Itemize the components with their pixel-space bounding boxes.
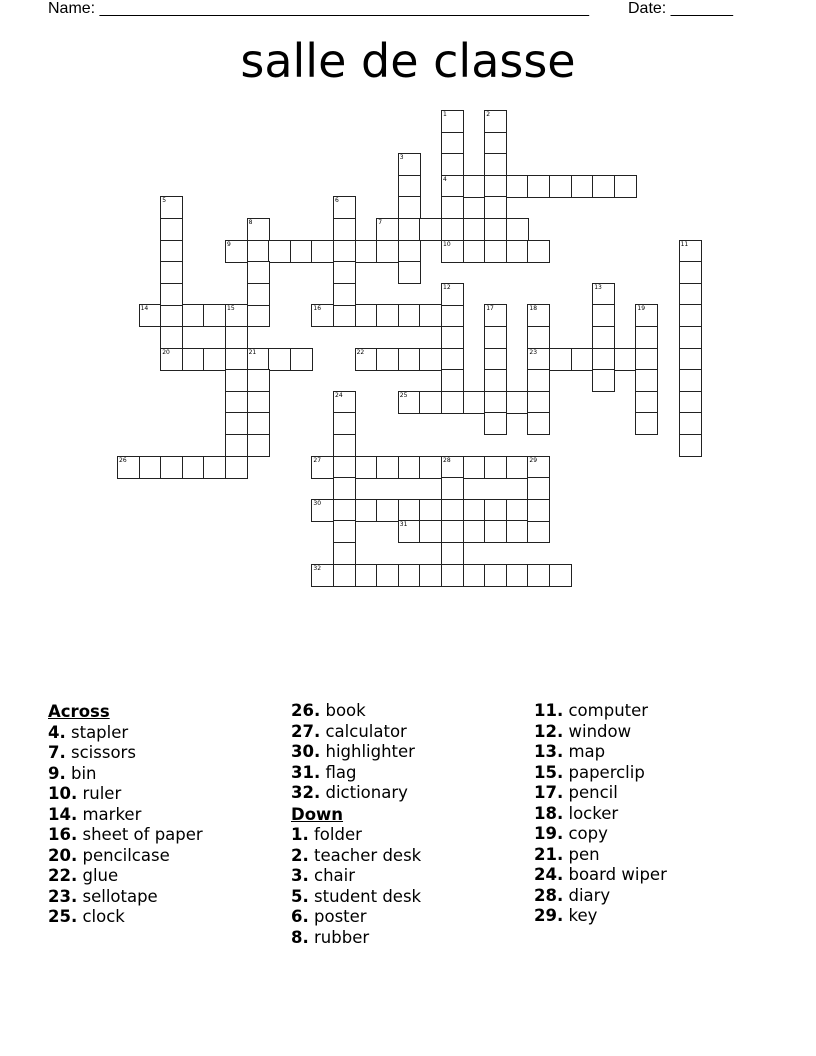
grid-cell[interactable] xyxy=(376,240,399,263)
grid-cell[interactable] xyxy=(355,348,378,371)
grid-cell[interactable] xyxy=(441,304,464,327)
clue-number: 14 xyxy=(140,305,149,313)
grid-cell[interactable] xyxy=(333,240,356,263)
clue-number: 17 xyxy=(486,305,494,313)
clue-across-4: 4. stapler xyxy=(48,722,129,742)
grid-cell[interactable] xyxy=(614,175,637,198)
clue-number: 22 xyxy=(356,348,365,356)
clue-down-6: 6. poster xyxy=(291,907,367,926)
clue-down-5: 5. student desk xyxy=(291,886,422,906)
clue-across-16: 16. sheet of paper xyxy=(48,825,203,844)
grid-cell[interactable] xyxy=(247,434,270,457)
clue-down-3: 3. chair xyxy=(291,866,356,885)
clue-across-10: 10. ruler xyxy=(48,784,122,803)
grid-cell[interactable] xyxy=(355,304,378,327)
clue-column-2 xyxy=(291,701,421,948)
grid-cell[interactable] xyxy=(160,348,183,371)
grid-cell[interactable] xyxy=(333,283,356,306)
grid-cell[interactable] xyxy=(441,499,464,522)
grid-cell[interactable] xyxy=(225,304,248,327)
grid-cell[interactable] xyxy=(484,132,507,155)
clue-number: 28 xyxy=(443,456,451,464)
clue-down-12: 12. window xyxy=(534,721,632,741)
grid-cell[interactable] xyxy=(139,304,162,327)
grid-cell[interactable] xyxy=(419,304,442,327)
grid-cell[interactable] xyxy=(484,304,507,327)
grid-cell[interactable] xyxy=(527,499,550,522)
grid-cell[interactable] xyxy=(419,348,442,371)
grid-cell[interactable] xyxy=(484,218,507,241)
grid-cell[interactable] xyxy=(203,348,226,371)
grid-cell[interactable] xyxy=(398,196,421,219)
grid-cell[interactable] xyxy=(679,283,702,306)
grid-cell[interactable] xyxy=(484,240,507,263)
grid-cell[interactable] xyxy=(419,520,442,543)
clue-down-19: 19. copy xyxy=(534,824,608,843)
grid-cell[interactable] xyxy=(484,520,507,543)
grid-cell[interactable] xyxy=(527,564,550,587)
grid-cell[interactable] xyxy=(225,369,248,392)
clue-across-23: 23. sellotape xyxy=(48,886,158,906)
clue-number: 29 xyxy=(529,456,538,464)
grid-cell[interactable] xyxy=(571,175,594,198)
clue-number: 20 xyxy=(162,348,170,356)
grid-cell[interactable] xyxy=(333,391,356,414)
grid-cell[interactable] xyxy=(527,326,550,349)
grid-cell[interactable] xyxy=(398,348,421,371)
grid-cell[interactable] xyxy=(139,456,162,479)
clue-down-18: 18. locker xyxy=(534,803,619,823)
grid-cell[interactable] xyxy=(160,218,183,241)
clue-down-2: 2. teacher desk xyxy=(291,845,422,865)
grid-cell[interactable] xyxy=(333,520,356,543)
grid-cell[interactable] xyxy=(549,348,572,371)
grid-cell[interactable] xyxy=(635,391,658,414)
grid-cell[interactable] xyxy=(484,175,507,198)
grid-cell[interactable] xyxy=(463,499,486,522)
grid-cell[interactable] xyxy=(376,499,399,522)
grid-cell[interactable] xyxy=(225,326,248,349)
grid-cell[interactable] xyxy=(311,456,334,479)
clue-number: 12 xyxy=(443,283,451,291)
clue-number: 9 xyxy=(227,240,231,248)
grid-cell[interactable] xyxy=(398,304,421,327)
clue-across-31: 31. flag xyxy=(291,762,357,782)
grid-cell[interactable] xyxy=(635,326,658,349)
grid-cell[interactable] xyxy=(592,326,615,349)
grid-cell[interactable] xyxy=(225,434,248,457)
grid-cell[interactable] xyxy=(614,348,637,371)
clue-number: 23 xyxy=(529,348,538,356)
grid-cell[interactable] xyxy=(419,564,442,587)
grid-cell[interactable] xyxy=(441,542,464,565)
grid-cell[interactable] xyxy=(333,477,356,500)
grid-cell[interactable] xyxy=(484,110,507,133)
grid-cell[interactable] xyxy=(419,456,442,479)
grid-cell[interactable] xyxy=(506,175,529,198)
grid-cell[interactable] xyxy=(311,564,334,587)
grid-cell[interactable] xyxy=(376,218,399,241)
page-title: salle de classe xyxy=(240,34,576,88)
grid-cell[interactable] xyxy=(333,456,356,479)
grid-cell[interactable] xyxy=(355,499,378,522)
clue-number: 21 xyxy=(248,348,257,356)
clue-down-28: 28. diary xyxy=(534,885,611,905)
grid-cell[interactable] xyxy=(441,110,464,133)
grid-cell[interactable] xyxy=(376,348,399,371)
clue-number: 24 xyxy=(335,391,343,399)
clue-number: 31 xyxy=(399,521,408,529)
grid-cell[interactable] xyxy=(527,175,550,198)
grid-cell[interactable] xyxy=(247,304,270,327)
grid-cell[interactable] xyxy=(484,412,507,435)
grid-cell[interactable] xyxy=(527,304,550,327)
grid-cell[interactable] xyxy=(527,520,550,543)
grid-cell[interactable] xyxy=(247,283,270,306)
clue-number: 8 xyxy=(248,219,253,226)
clue-down-15: 15. paperclip xyxy=(534,762,645,782)
grid-cell[interactable] xyxy=(398,499,421,522)
grid-cell[interactable] xyxy=(527,348,550,371)
grid-cell[interactable] xyxy=(225,391,248,414)
grid-cell[interactable] xyxy=(441,520,464,543)
grid-cell[interactable] xyxy=(679,348,702,371)
grid-cell[interactable] xyxy=(355,564,378,587)
grid-cell[interactable] xyxy=(247,412,270,435)
grid-cell[interactable] xyxy=(441,132,464,155)
grid-cell[interactable] xyxy=(592,369,615,392)
grid-cell[interactable] xyxy=(117,456,140,479)
grid-cell[interactable] xyxy=(484,153,507,176)
grid-cell[interactable] xyxy=(203,456,226,479)
grid-cell[interactable] xyxy=(441,153,464,176)
grid-cell[interactable] xyxy=(506,456,529,479)
grid-cell[interactable] xyxy=(398,261,421,284)
grid-cell[interactable] xyxy=(441,456,464,479)
grid-cell[interactable] xyxy=(484,348,507,371)
grid-cell[interactable] xyxy=(527,240,550,263)
clue-number: 5 xyxy=(162,197,167,205)
grid-cell[interactable] xyxy=(247,240,270,263)
grid-cell[interactable] xyxy=(203,304,226,327)
grid-cell[interactable] xyxy=(160,261,183,284)
grid-cell[interactable] xyxy=(506,218,529,241)
clue-number: 10 xyxy=(443,240,451,248)
grid-cell[interactable] xyxy=(484,326,507,349)
grid-cell[interactable] xyxy=(268,240,291,263)
grid-cell[interactable] xyxy=(398,564,421,587)
clue-number: 32 xyxy=(313,564,322,572)
grid-cell[interactable] xyxy=(441,283,464,306)
grid-cell[interactable] xyxy=(333,261,356,284)
grid-cell[interactable] xyxy=(333,499,356,522)
grid-cell[interactable] xyxy=(679,412,702,435)
clue-across-30: 30. highlighter xyxy=(291,742,415,761)
grid-cell[interactable] xyxy=(398,456,421,479)
clue-number: 3 xyxy=(399,154,404,162)
grid-cell[interactable] xyxy=(441,564,464,587)
grid-cell[interactable] xyxy=(225,456,248,479)
clue-column-3 xyxy=(534,701,667,927)
grid-cell[interactable] xyxy=(333,218,356,241)
grid-cell[interactable] xyxy=(419,218,442,241)
grid-cell[interactable] xyxy=(484,456,507,479)
grid-cell[interactable] xyxy=(419,499,442,522)
grid-cell[interactable] xyxy=(679,369,702,392)
clue-number: 13 xyxy=(594,283,602,291)
grid-cell[interactable] xyxy=(592,283,615,306)
grid-cell[interactable] xyxy=(376,456,399,479)
grid-cell[interactable] xyxy=(182,456,205,479)
grid-cell[interactable] xyxy=(290,240,313,263)
grid-cell[interactable] xyxy=(592,175,615,198)
grid-cell[interactable] xyxy=(268,348,291,371)
clue-across-7: 7. scissors xyxy=(48,743,136,762)
clue-number: 6 xyxy=(335,197,339,205)
across-heading: Across xyxy=(48,702,110,721)
grid-cell[interactable] xyxy=(441,477,464,500)
grid-cell[interactable] xyxy=(441,218,464,241)
grid-cell[interactable] xyxy=(484,196,507,219)
grid-cell[interactable] xyxy=(182,304,205,327)
grid-cell[interactable] xyxy=(484,499,507,522)
grid-cell[interactable] xyxy=(333,196,356,219)
grid-cell[interactable] xyxy=(463,175,486,198)
grid-cell[interactable] xyxy=(484,369,507,392)
clue-number: 18 xyxy=(529,305,538,313)
grid-cell[interactable] xyxy=(549,175,572,198)
grid-cell[interactable] xyxy=(549,564,572,587)
clue-number: 15 xyxy=(227,305,235,313)
grid-cell[interactable] xyxy=(333,564,356,587)
grid-cell[interactable] xyxy=(290,348,313,371)
grid-cell[interactable] xyxy=(398,153,421,176)
clue-number: 19 xyxy=(637,305,646,313)
grid-cell[interactable] xyxy=(635,304,658,327)
grid-cell[interactable] xyxy=(527,391,550,414)
clue-down-8: 8. rubber xyxy=(291,927,370,947)
clue-number: 26 xyxy=(119,456,127,464)
grid-cell[interactable] xyxy=(527,412,550,435)
grid-cell[interactable] xyxy=(506,564,529,587)
grid-cell[interactable] xyxy=(355,456,378,479)
grid-cell[interactable] xyxy=(441,348,464,371)
grid-cell[interactable] xyxy=(679,434,702,457)
clue-down-24: 24. board wiper xyxy=(534,865,667,884)
grid-cell[interactable] xyxy=(679,391,702,414)
grid-cell[interactable] xyxy=(160,304,183,327)
clue-across-9: 9. bin xyxy=(48,763,97,783)
clue-down-29: 29. key xyxy=(534,906,598,925)
clue-across-27: 27. calculator xyxy=(291,721,407,741)
grid-cell[interactable] xyxy=(160,456,183,479)
clue-number: 27 xyxy=(313,456,322,464)
grid-cell[interactable] xyxy=(333,304,356,327)
clue-number: 1 xyxy=(443,111,447,118)
grid-cell[interactable] xyxy=(463,391,486,414)
grid-cell[interactable] xyxy=(311,304,334,327)
grid-cell[interactable] xyxy=(506,391,529,414)
grid-cell[interactable] xyxy=(679,240,702,263)
clue-column-1 xyxy=(48,701,203,928)
clue-down-1: 1. folder xyxy=(291,825,362,844)
grid-cell[interactable] xyxy=(463,564,486,587)
grid-cell[interactable] xyxy=(679,261,702,284)
clue-number: 25 xyxy=(399,391,408,399)
grid-cell[interactable] xyxy=(247,218,270,241)
grid-cell[interactable] xyxy=(333,434,356,457)
clue-across-32: 32. dictionary xyxy=(291,783,408,802)
grid-cell[interactable] xyxy=(506,499,529,522)
clue-down-11: 11. computer xyxy=(534,701,649,720)
clue-number: 11 xyxy=(680,240,689,248)
clue-down-17: 17. pencil xyxy=(534,783,618,802)
grid-cell[interactable] xyxy=(247,391,270,414)
grid-cell[interactable] xyxy=(635,348,658,371)
grid-cell[interactable] xyxy=(247,369,270,392)
grid-cell[interactable] xyxy=(571,348,594,371)
grid-cell[interactable] xyxy=(160,326,183,349)
grid-cell[interactable] xyxy=(527,369,550,392)
grid-cell[interactable] xyxy=(441,240,464,263)
clue-number: 2 xyxy=(486,111,491,118)
grid-cell[interactable] xyxy=(398,218,421,241)
grid-cell[interactable] xyxy=(376,304,399,327)
name-field: Name: _______________________________________________________ xyxy=(48,0,589,17)
grid-cell[interactable] xyxy=(506,240,529,263)
grid-cell[interactable] xyxy=(463,240,486,263)
clue-across-22: 22. glue xyxy=(48,866,119,885)
grid-cell[interactable] xyxy=(592,348,615,371)
grid-cell[interactable] xyxy=(441,391,464,414)
grid-cell[interactable] xyxy=(247,261,270,284)
grid-cell[interactable] xyxy=(160,240,183,263)
grid-cell[interactable] xyxy=(463,218,486,241)
grid-cell[interactable] xyxy=(527,456,550,479)
grid-cell[interactable] xyxy=(441,196,464,219)
clue-across-14: 14. marker xyxy=(48,804,142,824)
clue-number: 7 xyxy=(378,219,383,226)
grid-cell[interactable] xyxy=(441,175,464,198)
grid-cell[interactable] xyxy=(527,477,550,500)
grid-cell[interactable] xyxy=(679,326,702,349)
clue-across-25: 25. clock xyxy=(48,907,125,926)
grid-cell[interactable] xyxy=(225,412,248,435)
grid-cell[interactable] xyxy=(182,348,205,371)
grid-cell[interactable] xyxy=(247,348,270,371)
grid-cell[interactable] xyxy=(441,369,464,392)
grid-cell[interactable] xyxy=(160,196,183,219)
grid-cell[interactable] xyxy=(484,391,507,414)
grid-cell[interactable] xyxy=(463,520,486,543)
clue-number: 16 xyxy=(313,305,322,313)
grid-cell[interactable] xyxy=(333,542,356,565)
grid-cell[interactable] xyxy=(398,240,421,263)
clue-down-21: 21. pen xyxy=(534,844,600,864)
grid-cell[interactable] xyxy=(419,391,442,414)
grid-cell[interactable] xyxy=(463,456,486,479)
down-heading: Down xyxy=(291,804,344,824)
grid-cell[interactable] xyxy=(679,304,702,327)
grid-cell[interactable] xyxy=(225,240,248,263)
grid-cell[interactable] xyxy=(592,304,615,327)
grid-cell[interactable] xyxy=(311,240,334,263)
clue-number: 30 xyxy=(313,499,322,507)
grid-cell[interactable] xyxy=(376,564,399,587)
grid-cell[interactable] xyxy=(398,175,421,198)
grid-cell[interactable] xyxy=(333,412,356,435)
clue-across-26: 26. book xyxy=(291,701,366,720)
grid-cell[interactable] xyxy=(506,520,529,543)
grid-cell[interactable] xyxy=(160,283,183,306)
clue-down-13: 13. map xyxy=(534,742,606,761)
grid-cell[interactable] xyxy=(398,391,421,414)
clue-across-20: 20. pencilcase xyxy=(48,845,170,865)
grid-cell[interactable] xyxy=(484,564,507,587)
grid-cell[interactable] xyxy=(355,240,378,263)
grid-cell[interactable] xyxy=(441,326,464,349)
grid-cell[interactable] xyxy=(225,348,248,371)
clue-number: 4 xyxy=(443,175,447,183)
grid-cell[interactable] xyxy=(635,369,658,392)
grid-cell[interactable] xyxy=(398,520,421,543)
date-field: Date: _______ xyxy=(628,0,733,17)
grid-cell[interactable] xyxy=(635,412,658,435)
grid-cell[interactable] xyxy=(311,499,334,522)
